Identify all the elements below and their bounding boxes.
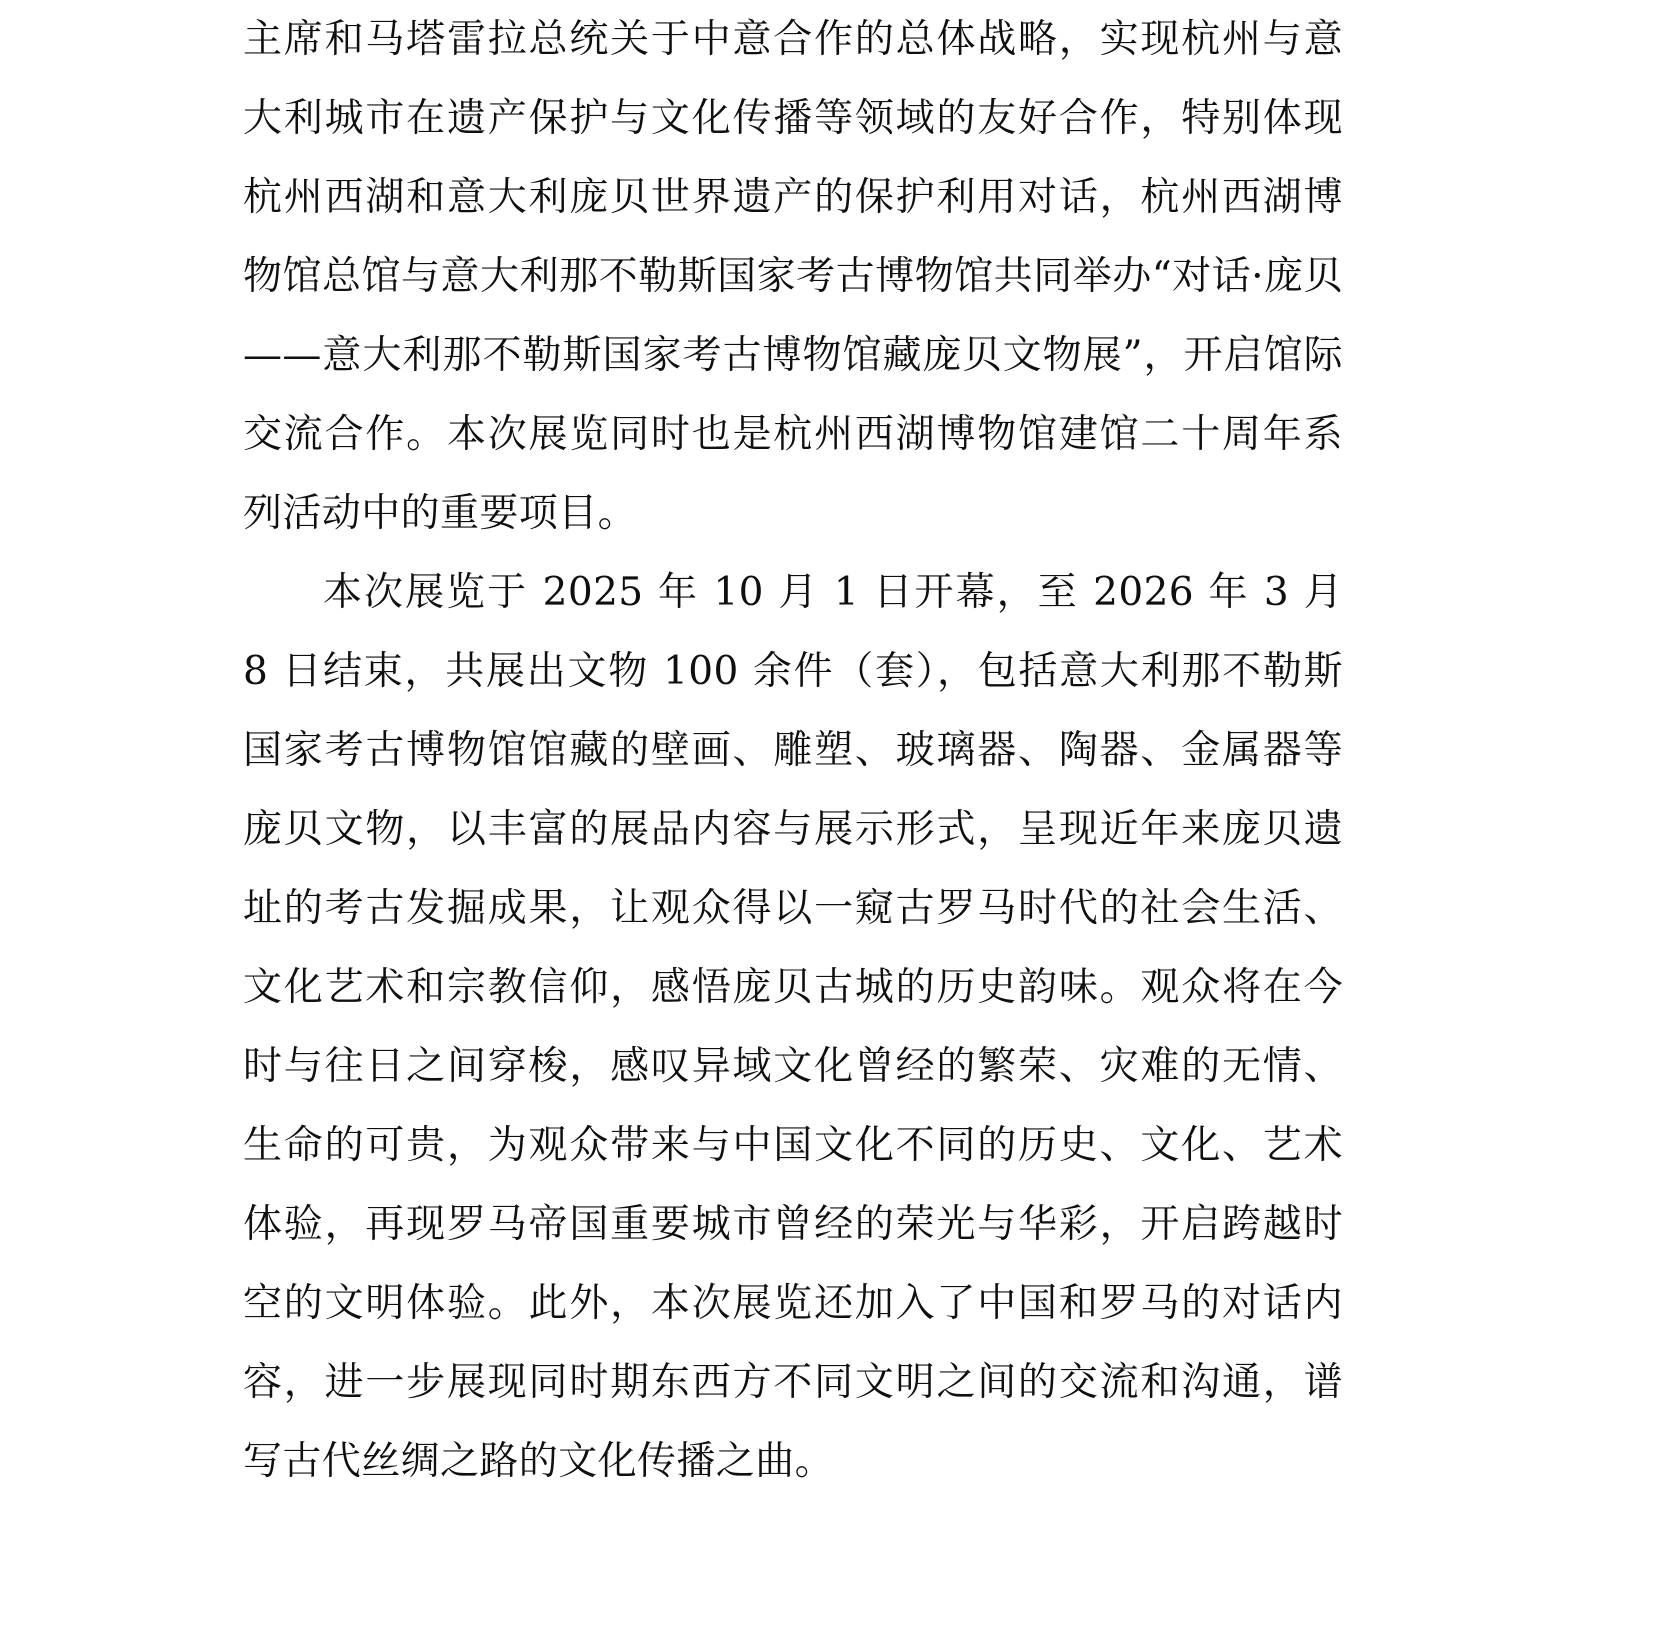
- paragraph-continued: 主席和马塔雷拉总统关于中意合作的总体战略，实现杭州与意大利城市在遗产保护与文化传播等领域的友好合作，特别体现杭州西湖和意大利庞贝世界遗产的保护利用对话，杭州西湖博物馆总馆与意大利那不勒斯国家考古博物馆共同举办“对话·庞贝——意大利那不勒斯国家考古博物馆藏庞贝文物展”，开启馆际交流合作。本次展览同时也是杭州西湖博物馆建馆二十周年系列活动中的重要项目。: [243, 17, 1343, 536]
- document-text-body: [243, 0, 1343, 1501]
- paragraph-exhibition-details: 本次展览于 2025 年 10 月 1 日开幕，至 2026 年 3 月 8 日结束，共展出文物 100 余件（套），包括意大利那不勒斯国家考古博物馆馆藏的壁画、雕塑、玻璃器、陶器、金属器等庞贝文物，以丰富的展品内容与展示形式，呈现近年来庞贝遗址的考古发掘成果，让观众得以一窥古罗马时代的社会生活、文化艺术和宗教信仰，感悟庞贝古城的历史韵味。观众将在今时与往日之间穿梭，感叹异域文化曾经的繁荣、灾难的无情、生命的可贵，为观众带来与中国文化不同的历史、文化、艺术体验，再现罗马帝国重要城市曾经的荣光与华彩，开启跨越时空的文明体验。此外，本次展览还加入了中国和罗马的对话内容，进一步展现同时期东西方不同文明之间的交流和沟通，谱写古代丝绸之路的文化传播之曲。: [243, 570, 1343, 1484]
